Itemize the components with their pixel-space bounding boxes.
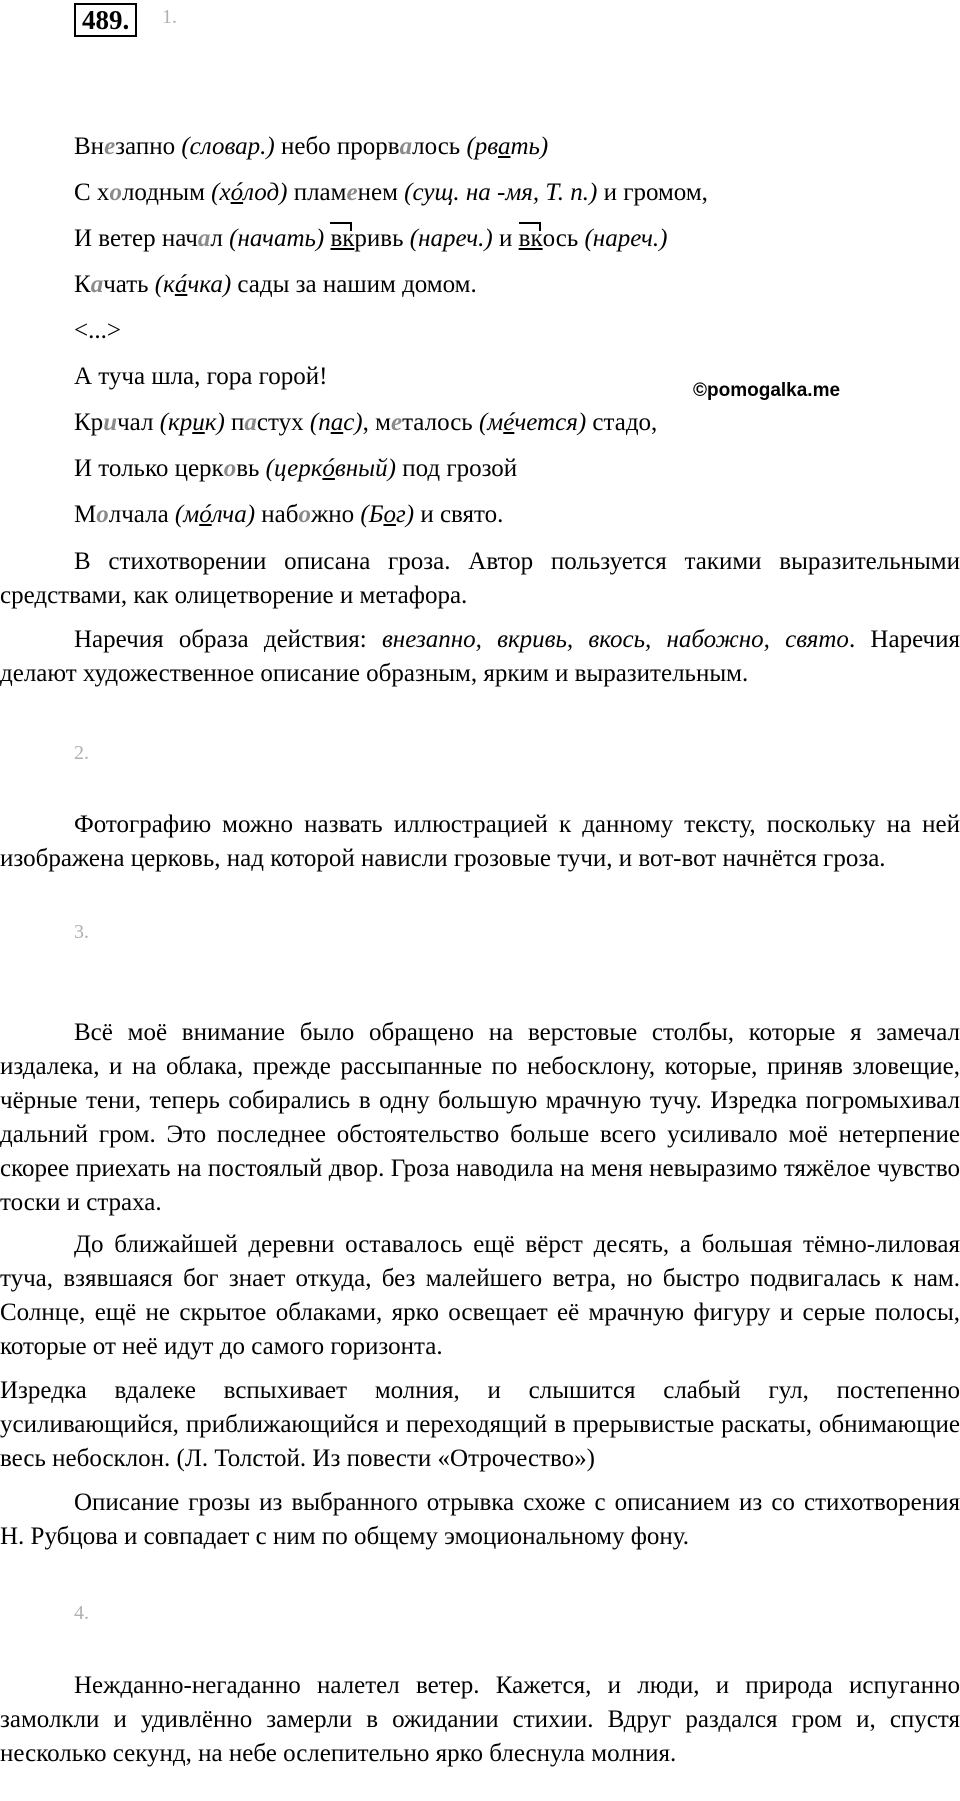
task-number-3: 3. [74, 921, 89, 943]
poem-line-1: Внезапно (словар.) небо прорвалось (рвать) [74, 133, 549, 160]
paragraph-essay: Нежданно-негаданно налетел ветер. Кажется, и люди, и природа испуганно замолкли и удивлённо замерли в ожидании стихии. Вдруг раздался гром и, спустя несколько секунд, на небе ослепительно ярко блеснула молния. [0, 1672, 960, 1767]
poem-line-2: С холодным (хóлод) пламенем (сущ. на -мя, Т. п.) и громом, [74, 179, 708, 206]
paragraph-comparison: Описание грозы из выбранного отрывка схоже с описанием из со стихотворения Н. Рубцова и совпадает с ним по общему эмоциональному фону. [0, 1489, 960, 1550]
paragraph-excerpt-3: Изредка вдалеке вспыхивает молния, и слышится слабый гул, постепенно усиливающийся, приближающийся и переходящий в прерывистые раскаты, обнимающие весь небосклон. (Л. Толстой. Из повести «Отрочество») [0, 1377, 960, 1472]
poem-line-4: Качать (кáчка) сады за нашим домом. [74, 271, 477, 298]
prefix-mark: вк [518, 225, 543, 252]
watermark: ©pomogalka.me [693, 380, 841, 401]
paragraph-photo: Фотографию можно назвать иллюстрацией к данному тексту, поскольку на ней изображена церковь, над которой нависли грозовые тучи, и вот-вот начнётся гроза. [0, 811, 960, 872]
task-number-4: 4. [74, 1602, 89, 1624]
paragraph-excerpt-1: Всё моё внимание было обращено на верстовые столбы, которые я замечал издалека, и на облака, прежде рассыпанные по небосклону, которые, приняв зловещие, чёрные тени, теперь собирались в одну большую мрачную тучу. Изредка погромыхивал дальний гром. Это последнее обстоятельство больше всего усиливало моё нетерпение скорее приехать на постоялый двор. Гроза наводила на меня невыразимо тяжёлое чувство тоски и страха. [0, 1019, 960, 1216]
task-number-2: 2. [74, 742, 89, 764]
exercise-number: 489. [74, 3, 137, 37]
poem-line-6: А туча шла, гора горой! [74, 363, 328, 390]
poem-line-3: И ветер начал (начать) вкривь (нареч.) и вкось (нареч.) [74, 225, 668, 252]
prefix-mark: вк [330, 225, 355, 252]
poem-line-8: И только церковь (церкóвный) под грозой [74, 455, 518, 482]
task-number-1: 1. [162, 6, 177, 28]
poem-line-5: <...> [74, 317, 121, 344]
poem-line-7: Кричал (крик) пастух (пас), металось (мéчется) стадо, [74, 409, 658, 436]
paragraph-excerpt-2: До ближайшей деревни оставалось ещё вёрст десять, а большая тёмно-лиловая туча, взявшаяся бог знает откуда, без малейшего ветра, но быстро подвигалась к нам. Солнце, ещё не скрытое облаками, ярко освещает её мрачную фигуру и серые полосы, которые от неё идут до самого горизонта. [0, 1231, 960, 1360]
poem-line-9: Молчала (мóлча) набожно (Бог) и свято. [74, 501, 504, 528]
paragraph-adverbs: Наречия образа действия: внезапно, вкривь, вкось, набожно, свято. Наречия делают художественное описание образным, ярким и выразительным. [0, 626, 960, 687]
paragraph-analysis: В стихотворении описана гроза. Автор пользуется такими выразительными средствами, как олицетворение и метафора. [0, 548, 960, 609]
